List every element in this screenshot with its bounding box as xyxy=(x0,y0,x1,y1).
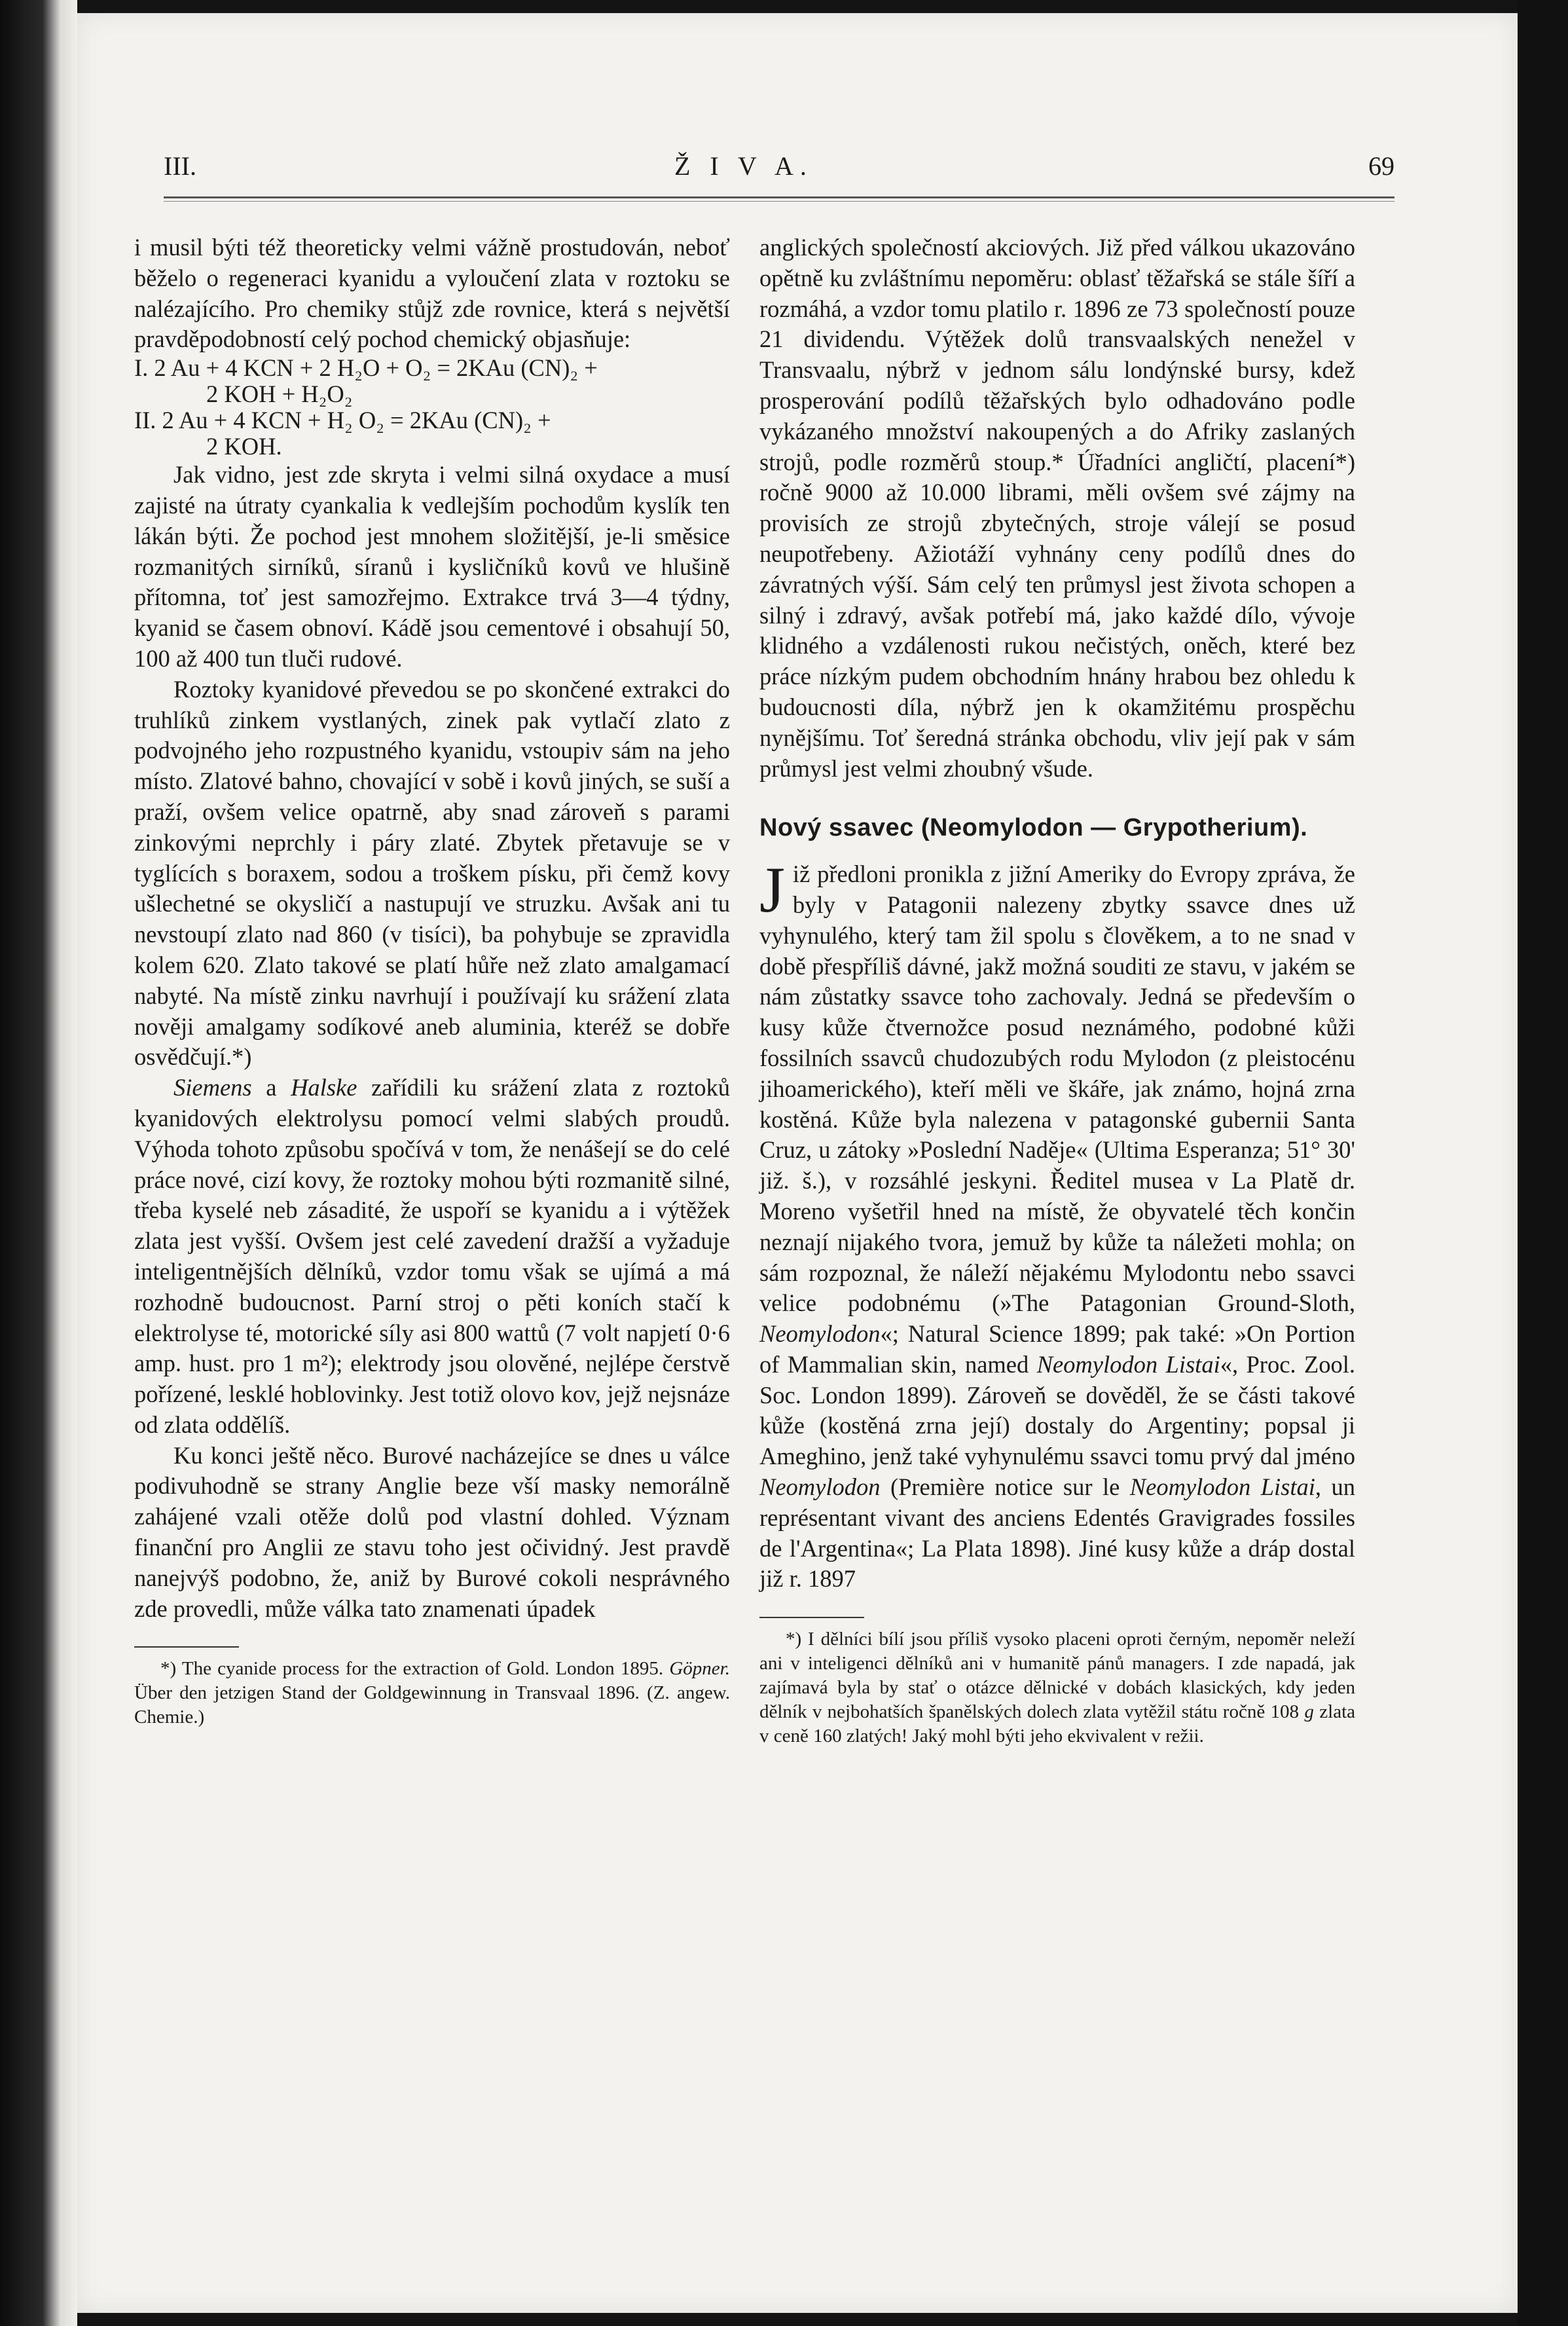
scan-left-edge xyxy=(0,0,77,2326)
page-header xyxy=(164,151,1395,190)
italic-term: Neomylodon xyxy=(759,1320,881,1348)
paragraph: Jak vidno, jest zde skryta i velmi silná oxydace a musí zajisté na útraty cyankalia k vedlejším pochodům kyslík ten lákán býti. Že pochod jest mnohem složitější, je-li směsice rozmanitých sirníků, síranů i kysličníků kovů ve hlušině přítomna, toť jest samozřejmo. Extrakce trvá 3—4 týdny, kyanid se časem obnoví. Kádě jsou cementové i obsahují 50, 100 až 400 tun tluči rudové. xyxy=(134,461,730,672)
paragraph xyxy=(759,853,1355,1595)
italic-term: Neomylodon Listai xyxy=(1036,1350,1220,1378)
right-column xyxy=(759,232,1355,1748)
text-run: zlata v ceně 160 zlatých! Jaký mohl býti jeho ekvivalent v režii. xyxy=(759,1701,1356,1747)
paragraph: anglických společností akciových. Již před válkou ukazováno opětně ku zvláštnímu nepoměru: oblasť těžařská se stále šíří a rozmáhá, a vzdor tomu platilo r. 1896 ze 73 společností pouze 21 dividendu. Výtěžek dolů transvaalských nenežel v Transvaalu, nýbrž v jednom sálu londýnské bursy, kdež prosperování podílů těžařských bylo odhadováno podle vykázaného množství nakoupených a do Afriky zaslaných strojů, podle rozměrů stoup.* Úřadníci angličtí, placení*) ročně 9000 až 10.000 librami, měli ovšem své zájmy na provisích ze strojů zbytečných, stroje válejí se posud neupotřebeny. Ažiotáží vyhnány ceny podílů dnes do závratných výší. Sám celý ten průmysl jest života schopen a silný i zdravý, avšak potřebí má, jako každé dílo, vývoje klidného a vzdálenosti rukou nečistých, oněch, které bez práce nízkým pudem obchodním hnány hrabou bez ohledu k budoucnosti díla, nýbrž jen k okamžitému prospěchu nynějšímu. Toť šeredná stránka obchodu, vliv její pak v sám průmysl jest velmi zhoubný všude. xyxy=(759,234,1355,782)
volume-number: III. xyxy=(164,151,196,181)
text-run: a xyxy=(251,1074,291,1101)
text-run: Über den jetzigen Stand der Goldgewinnung in Transvaal 1896. (Z. angew. Chemie.) xyxy=(134,1682,730,1728)
footnote-rule xyxy=(134,1646,239,1648)
scan-right-edge xyxy=(1518,0,1568,2326)
equation-1 xyxy=(134,355,730,407)
paragraph: Ku konci ještě něco. Burové nacházejíce se dnes u válce podivuhodně se strany Anglie beze vší masky nemorálně zahájené vzali otěže dolů pod vlastní dohled. Význam finanční pro Anglii ze stavu toho jest očividný. Jest pravdě nanejvýš podobno, že, aniž by Burové cokoli nesprávného zde provedli, může válka tato znamenati úpadek xyxy=(134,1441,730,1622)
equation-line: II. 2 Au + 4 KCN + H₂ O₂ = 2KAu (CN)₂ + xyxy=(134,407,551,434)
footnote-rule xyxy=(759,1617,864,1618)
unit: g xyxy=(1304,1701,1314,1723)
footnote-text xyxy=(759,1627,1355,1748)
text-run: iž předloni pronikla z jižní Ameriky do Evropy zpráva, že byly v Patagonii nalezeny zbytky ssavce dnes už vyhynulého, který tam žil spolu s člověkem, a to ne snad v době přespříliš dávné, jakž možná souditi ze stavu, v jakém se nám zůstatky ssavce toho zachovaly. Jedná se především o kusy kůže čtvernožce posud neznámého, podobné kůži fossilních ssavců chudozubých rodu Mylodon (z pleistocénu jihoamerického), kteří měli ve škáře, jak známo, hojná zrna kostěná. Kůže byla nalezena v patagonské gubernii Santa Cruz, u zátoky »Poslední Naděje« (Ultima Esperanza; 51° 30' již. š.), v rozsáhlé jeskyni. Ředitel musea v La Platě dr. Moreno vyšetřil hned na místě, že obyvatelé těch končin neznají nijakého tvora, jemuž by kůže ta náležeti mohla; on sám rozpoznal, že náleží nějakému Mylodontu nebo ssavci velice podobnému (»The Patagonian Ground-Sloth, xyxy=(759,860,1355,1317)
drop-cap: J xyxy=(759,853,785,927)
paragraph: i musil býti též theoreticky velmi vážně prostudován, neboť běželo o regeneraci kyanidu a vyloučení zlata v roztoku se nalézajícího. Pro chemiky stůjž zde rovnice, která s největší pravděpodobností celý pochod chemický objasňuje: xyxy=(134,234,730,353)
text-run: «, Proc. Zool. Soc. London 1899). Zároveň se dověděl, že se části takové kůže (kostěná zrna její) dostaly do Argentiny; popsal ji Ameghino, jenž také vyhynulému ssavci tomu prvý dal jméno xyxy=(759,1350,1355,1470)
header-rule xyxy=(164,196,1395,202)
section-heading: Nový ssavec (Neomylodon — Grypotherium). xyxy=(759,814,1308,842)
text-run: zařídili ku srážení zlata z roztoků kyanidových elektrolysu pomocí velmi slabých proudů. Výhoda tohoto způsobu spočívá v tom, že nenášejí se do celé práce nové, cizí kovy, že roztoky mohou býti rozmanitě silné, třeba kyselé neb zásadité, že uspoří se kyanidu a i výtěžek zlata jest vyšší. Ovšem jest celé zavedení dražší a vyžaduje inteligentnějších dělníků, vzdor tomu však se ujímá a má rozhodně budoucnost. Parní stroj o pěti koních stačí k elektrolyse té, motorické síly asi 800 wattů (7 volt napjetí 0·6 amp. hust. pro 1 m²); elektrody jsou olověné, nejlépe čerstvě pořízené, lesklé hoblovinky. Jest totiž olovo kov, jejž nejsnáze od zlata oddělíš. xyxy=(134,1074,730,1438)
page-number: 69 xyxy=(1368,151,1395,181)
text-run: «; Natural Science 1899; pak také: »On Portion of Mammalian skin, named xyxy=(759,1320,1355,1378)
name-siemens: Siemens xyxy=(173,1074,252,1101)
text-run: *) The cyanide process for the extraction of Gold. London 1895. xyxy=(160,1658,670,1680)
paragraph: Roztoky kyanidové převedou se po skončené extrakci do truhlíků zinkem vystlaných, zinek pak vytlačí zlato z podvojného jeho rozpustného kyanidu, vstoupiv sám na jeho místo. Zlatové bahno, chovající v sobě i kovů jiných, se suší a praží, ovšem velice opatrně, aby snad zároveň s parami zinkovými neprchly i páry zlaté. Zbytek přetavuje se v tyglících s boraxem, sodou a troškem písku, při čemž kovy ušlechetné se okysličí a nastupují ve struzku. Avšak ani tu nevstoupí zlato nad 860 (v tisíci), ba pohybuje se zpravidla kolem 620. Zlato takové se platí hůře než zlato amalgamací nabyté. Na místě zinku navrhují i používají ku srážení zlata nověji amalgamy sodíkové aneb aluminia, kteréž se dobře osvědčují.*) xyxy=(134,675,730,1071)
italic-term: Neomylodon Listai xyxy=(1129,1473,1315,1501)
text-run: *) I dělníci bílí jsou příliš vysoko placeni oproti černým, nepoměr neleží ani v inteligenci dělníků ani v humanitě pánů managers. I zde napadá, jak zajímavá byla by stať o otázce dělnické v dobách klasických, kdy jeden dělník v nejbohatších španělských dolech zlata vytěžil státu ročně 108 xyxy=(759,1629,1355,1723)
name-halske: Halske xyxy=(291,1074,357,1101)
equation-line: I. 2 Au + 4 KCN + 2 H₂O + O₂ = 2KAu (CN)₂ + xyxy=(134,354,598,382)
paragraph xyxy=(134,1073,730,1441)
equation-line: 2 KOH. xyxy=(206,433,282,460)
footnote-text xyxy=(134,1657,730,1729)
footnote xyxy=(134,1657,730,1729)
equation-2 xyxy=(134,407,730,460)
footnote-author: Göpner. xyxy=(669,1658,730,1680)
footnote xyxy=(759,1627,1355,1748)
journal-title: Ž I V A. xyxy=(674,151,813,181)
left-column xyxy=(134,232,730,1729)
italic-term: Neomylodon xyxy=(759,1473,881,1501)
equation-line: 2 KOH + H₂O₂ xyxy=(206,380,353,408)
text-run: (Première notice sur le xyxy=(880,1473,1130,1501)
text-run: , un représentant vivant des anciens Edentés Gravigrades fossiles de l'Argentina«; La Plata 1898). Jiné kusy kůže a dráp dostal již r. 1897 xyxy=(759,1473,1355,1593)
